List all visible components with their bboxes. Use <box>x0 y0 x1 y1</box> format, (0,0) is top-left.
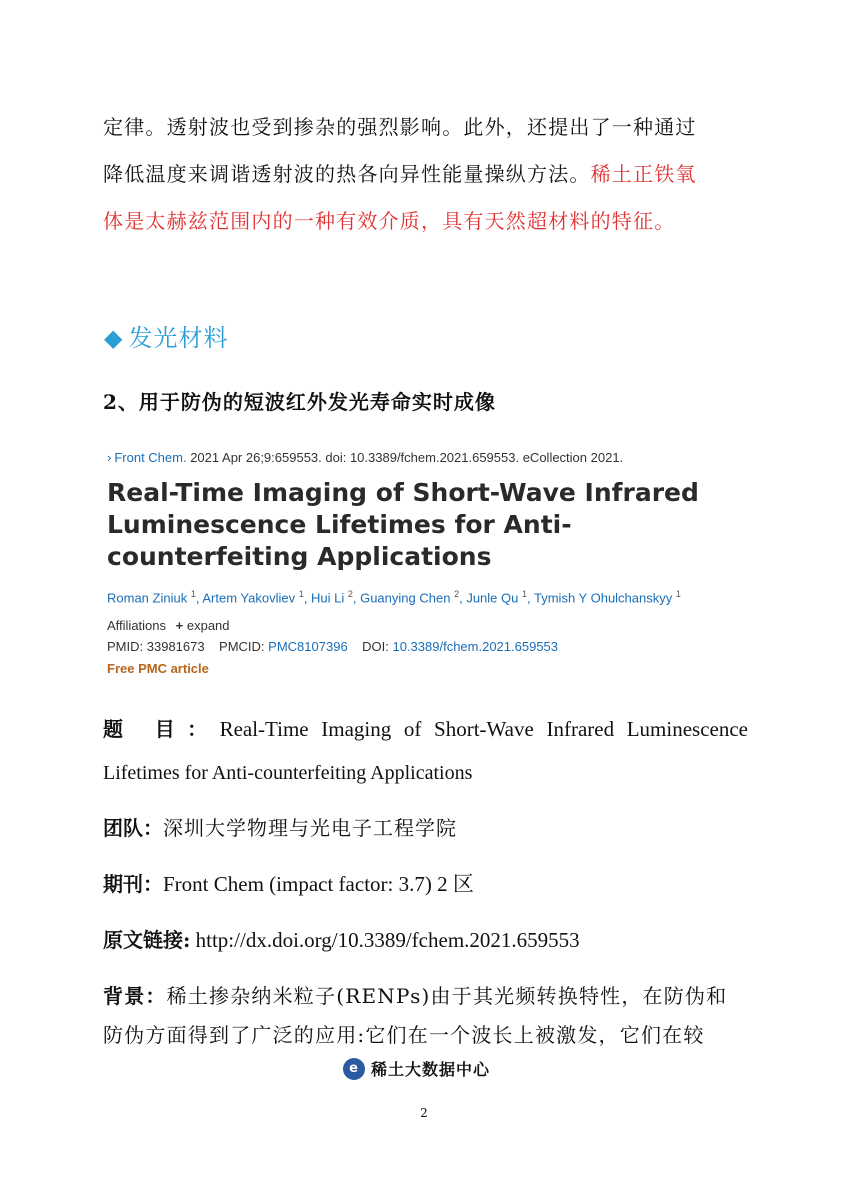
background-line-2: 防伪方面得到了广泛的应用:它们在一个波长上被激发，它们在较 <box>103 1023 705 1047</box>
pmcid-label: PMCID: <box>219 639 265 655</box>
link-row <box>103 918 748 962</box>
background-label: 背景： <box>103 984 167 1008</box>
title-label: 题 目： <box>103 717 220 741</box>
page-number: 2 <box>420 1106 428 1120</box>
intro-line-2-highlight: 稀土正铁氧 <box>590 162 697 186</box>
free-pmc-article-badge[interactable]: Free PMC article <box>107 661 209 677</box>
doi-label: DOI: <box>362 639 389 655</box>
author-list: Roman Ziniuk $^1$, Artem Yakovliev $^1$, Hui Li $^2$, Guanying Chen $^2$, Junle Qu $^1$, Tymish Y Ohulchanskyy $^1$ <box>107 589 681 606</box>
author-affiliation-number: 1 <box>675 589 681 599</box>
footer-logo <box>343 1057 490 1080</box>
author-link[interactable]: Junle Qu <box>466 590 519 606</box>
doi-link[interactable]: 10.3389/fchem.2021.659553 <box>392 639 559 655</box>
journal-value: Front Chem (impact factor: 3.7) 2 区 <box>163 872 474 896</box>
journal-row <box>103 862 748 906</box>
pmcid-link[interactable]: PMC8107396 <box>268 639 348 655</box>
chevron-right-icon: › <box>107 450 112 465</box>
title-value-line-2: Lifetimes for Anti-counterfeiting Applications <box>103 762 473 784</box>
citation-text: 2021 Apr 26;9:659553. doi: 10.3389/fchem.2021.659553. eCollection 2021. <box>186 450 624 465</box>
author-affiliation-number: 1 <box>190 589 196 599</box>
intro-line-1: 定律。透射波也受到掺杂的强烈影响。此外，还提出了一种通过 <box>103 115 697 139</box>
subheading: 2、用于防伪的短波红外发光寿命实时成像 <box>103 390 496 414</box>
diamond-icon: ◆ <box>104 324 123 352</box>
article-card <box>107 450 747 676</box>
section-heading <box>104 318 228 353</box>
affiliations-label: Affiliations <box>107 618 167 634</box>
journal-label: 期刊： <box>103 872 163 896</box>
pmid-label: PMID: <box>107 639 144 655</box>
background-line-1 <box>103 974 748 1018</box>
background-line-1-text: 稀土掺杂纳米粒子(RENPs)由于其光频转换特性，在防伪和 <box>166 984 728 1008</box>
intro-line-2-text: 降低温度来调谐透射波的热各向异性能量操纵方法。 <box>103 162 591 186</box>
author-link[interactable]: Guanying Chen <box>360 590 451 606</box>
author-affiliation-number: 1 <box>521 589 527 599</box>
link-label: 原文链接: <box>103 928 191 952</box>
section-title: 发光材料 <box>128 324 229 352</box>
team-label: 团队： <box>103 816 163 840</box>
author-affiliation-number: 1 <box>298 589 304 599</box>
title-value-line-1: Real-Time Imaging of Short-Wave Infrared Luminescence <box>219 717 748 741</box>
article-title[interactable]: Real-Time Imaging of Short-Wave Infrared Luminescence Lifetimes for Anti-counterfeiting Applications <box>107 478 699 571</box>
identifier-row <box>107 639 747 654</box>
intro-line-3-highlight: 体是太赫兹范围内的一种有效介质，具有天然超材料的特征。 <box>103 209 676 233</box>
author-affiliation-number: 2 <box>347 589 353 599</box>
link-value[interactable]: http://dx.doi.org/10.3389/fchem.2021.659553 <box>190 928 580 952</box>
expand-button[interactable]: expand <box>186 618 230 634</box>
affiliations-row <box>107 618 747 633</box>
logo-icon: e <box>343 1058 365 1080</box>
author-link[interactable]: Roman Ziniuk <box>107 590 188 606</box>
team-value: 深圳大学物理与光电子工程学院 <box>163 816 457 840</box>
author-link[interactable]: Artem Yakovliev <box>202 590 296 606</box>
team-row <box>103 806 748 850</box>
article-citation <box>107 450 747 465</box>
title-row-line-1 <box>103 707 748 751</box>
author-affiliation-number: 2 <box>454 589 460 599</box>
author-link[interactable]: Tymish Y Ohulchanskyy <box>534 590 673 606</box>
author-link[interactable]: Hui Li <box>310 590 345 606</box>
logo-text: 稀土大数据中心 <box>371 1060 491 1079</box>
intro-paragraph <box>103 104 748 245</box>
intro-line-2 <box>103 151 748 198</box>
journal-link[interactable]: Front Chem. <box>114 450 187 465</box>
pmid-value: 33981673 <box>146 639 205 655</box>
background-paragraph <box>103 974 748 1057</box>
plus-icon[interactable]: + <box>175 618 184 634</box>
